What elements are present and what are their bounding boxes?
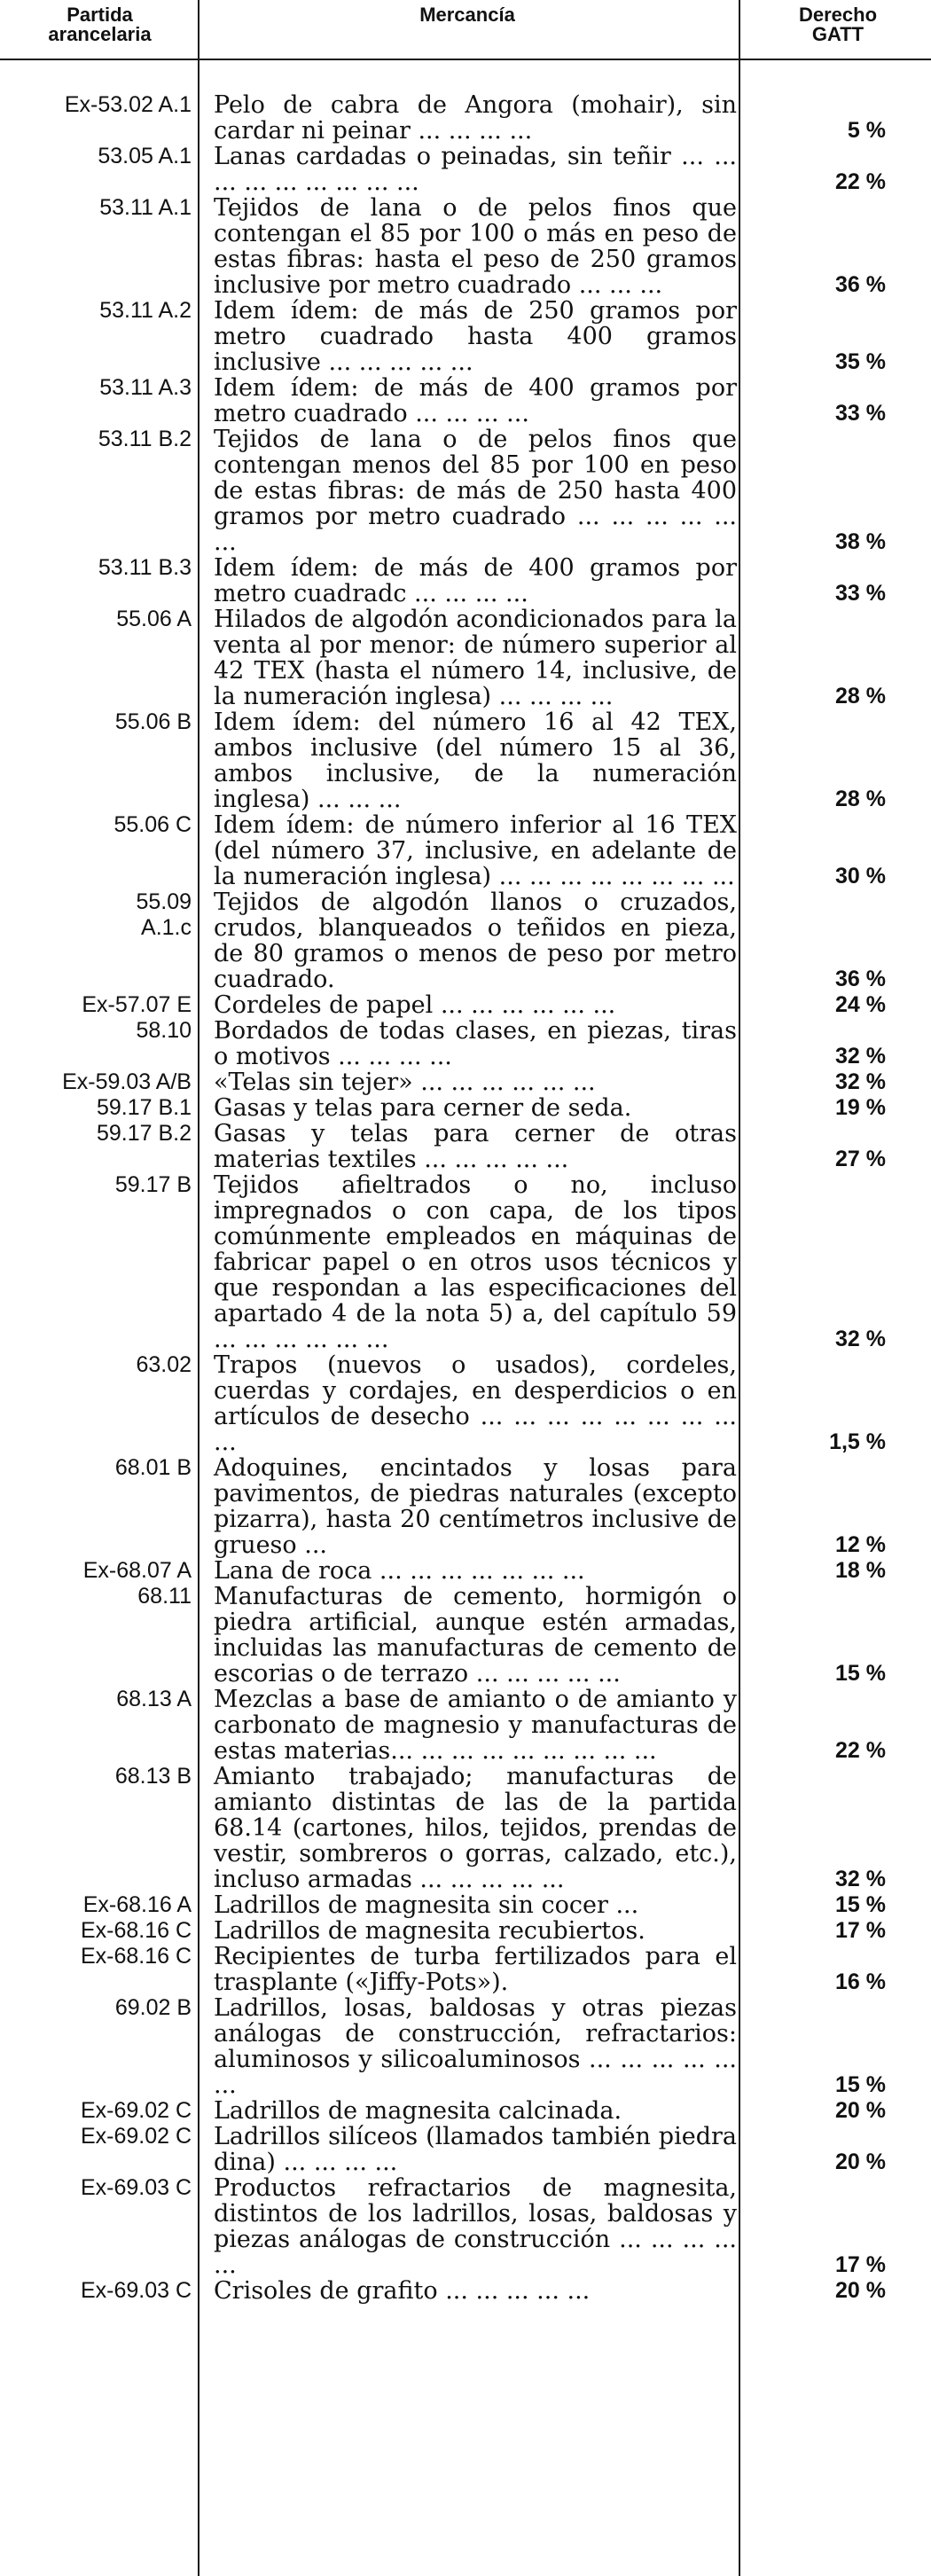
tariff-code: Ex-68.16 A bbox=[82, 1892, 192, 1917]
header-derecho bbox=[745, 5, 931, 44]
merchandise-description: Tejidos afieltrados o no, incluso impregnados o con capa, de los tipos comúnmente empleados en máquinas de fabricar papel o en otros usos técnicos y que respondan a las especificaciones del apartado 4 de la nota 5) a, del capítulo 59 ... ... ... ... ... ... bbox=[214, 1171, 737, 1353]
gatt-duty: 30 % bbox=[835, 864, 886, 889]
tariff-code: Ex-53.02 A.1 bbox=[64, 92, 192, 117]
merchandise-description: Tejidos de lana o de pelos finos que contengan el 85 por 100 o más en peso de estas fibras: hasta el peso de 250 gramos inclusive por metro cuadrado ... ... ... bbox=[214, 194, 737, 299]
merchandise-description: Crisoles de grafito ... ... ... ... ... bbox=[214, 2277, 591, 2305]
gatt-duty: 27 % bbox=[835, 1147, 886, 1171]
table-row bbox=[0, 1018, 931, 1069]
tariff-code: 68.01 B bbox=[114, 1455, 192, 1480]
merchandise-description: Ladrillos de magnesita recubiertos. bbox=[214, 1917, 645, 1945]
gatt-duty: 16 % bbox=[835, 1969, 886, 1994]
table-row bbox=[0, 1584, 931, 1687]
tariff-code: 63.02 bbox=[136, 1352, 192, 1377]
gatt-duty: 20 % bbox=[835, 2278, 886, 2303]
merchandise-description: Trapos (nuevos o usados), cordeles, cuerdas y cordajes, en desperdicios o en artículos de desecho ... ... ... ... ... ... ... ... ... bbox=[214, 1351, 737, 1456]
tariff-code: 59.17 B bbox=[114, 1172, 192, 1197]
tariff-code: 53.05 A.1 bbox=[98, 144, 192, 168]
merchandise-description: Bordados de todas clases, en piezas, tiras o motivos ... ... ... ... bbox=[214, 1017, 737, 1070]
table-row bbox=[0, 427, 931, 555]
gatt-duty: 19 % bbox=[835, 1095, 886, 1120]
table-row bbox=[0, 1455, 931, 1558]
table-row bbox=[0, 1944, 931, 1995]
gatt-duty: 15 % bbox=[835, 2072, 886, 2097]
tariff-code: 53.11 B.2 bbox=[98, 427, 192, 451]
table-row bbox=[0, 1069, 931, 1095]
tariff-code: 68.13 B bbox=[114, 1764, 192, 1789]
table-row bbox=[0, 1121, 931, 1172]
header-partida-line1: Partida bbox=[66, 4, 133, 26]
table-row bbox=[0, 607, 931, 709]
gatt-duty: 36 % bbox=[835, 272, 886, 297]
tariff-code: 53.11 B.3 bbox=[98, 555, 192, 580]
merchandise-description: Idem ídem: de más de 400 gramos por metro cuadrado ... ... ... ... bbox=[214, 374, 737, 427]
merchandise-description: Lana de roca ... ... ... ... ... ... ... bbox=[214, 1557, 585, 1585]
gatt-duty: 15 % bbox=[835, 1661, 886, 1686]
table-row bbox=[0, 1558, 931, 1584]
gatt-duty: 32 % bbox=[835, 1867, 886, 1891]
gatt-duty: 24 % bbox=[835, 992, 886, 1017]
tariff-code: 59.17 B.1 bbox=[96, 1095, 192, 1120]
gatt-duty: 15 % bbox=[835, 1892, 886, 1917]
tariff-code: Ex-68.07 A bbox=[82, 1558, 192, 1583]
merchandise-description: «Telas sin tejer» ... ... ... ... ... ... bbox=[214, 1069, 596, 1096]
merchandise-description: Idem ídem: del número 16 al 42 TEX, ambos inclusive (del número 15 al 36, ambos inclusive, de la numeración inglesa) ... ... ... bbox=[214, 709, 737, 813]
table-row bbox=[0, 2175, 931, 2278]
table-row bbox=[0, 92, 931, 144]
table-row bbox=[0, 2124, 931, 2175]
tariff-table bbox=[0, 92, 931, 2304]
tariff-code: 55.06 A bbox=[116, 607, 192, 631]
tariff-code: Ex-68.16 C bbox=[80, 1944, 192, 1969]
table-row bbox=[0, 992, 931, 1018]
merchandise-description: Ladrillos de magnesita calcinada. bbox=[214, 2097, 622, 2125]
merchandise-description: Idem ídem: de número inferior al 16 TEX (del número 37, inclusive, en adelante de la numeración inglesa) ... ... ... ... ... ... ... ... bbox=[214, 811, 737, 890]
header-mercancia bbox=[206, 5, 729, 25]
table-row bbox=[0, 1095, 931, 1121]
table-row bbox=[0, 1764, 931, 1892]
merchandise-description: Recipientes de turba fertilizados para el trasplante («Jiffy-Pots»). bbox=[214, 1943, 737, 1996]
merchandise-description: Ladrillos silíceos (llamados también piedra dina) ... ... ... ... bbox=[214, 2123, 737, 2176]
tariff-code: 53.11 A.3 bbox=[99, 375, 192, 400]
tariff-code: 55.06 C bbox=[113, 812, 192, 837]
merchandise-description: Mezclas a base de amianto o de amianto y carbonato de magnesio y manufacturas de estas materias... ... ... ... ... ... ... ... ... bbox=[214, 1686, 737, 1765]
gatt-duty: 17 % bbox=[835, 2252, 886, 2277]
tariff-code: 53.11 A.2 bbox=[99, 298, 192, 323]
merchandise-description: Manufacturas de cemento, hormigón o piedra artificial, aunque estén armadas, incluidas las manufacturas de cemento de escorias o de terrazo ... ... ... ... ... bbox=[214, 1583, 737, 1687]
tariff-code: 59.17 B.2 bbox=[96, 1121, 192, 1146]
gatt-duty: 18 % bbox=[835, 1558, 886, 1583]
gatt-duty: 1,5 % bbox=[829, 1429, 886, 1454]
merchandise-description: Pelo de cabra de Angora (mohair), sin cardar ni peinar ... ... ... ... bbox=[214, 91, 737, 145]
gatt-duty: 20 % bbox=[835, 2098, 886, 2123]
tariff-code: 58.10 bbox=[136, 1018, 192, 1043]
table-row bbox=[0, 1172, 931, 1352]
header-rule bbox=[0, 59, 931, 60]
table-row bbox=[0, 709, 931, 812]
tariff-code: Ex-69.02 C bbox=[80, 2124, 192, 2149]
tariff-code: Ex-69.02 C bbox=[80, 2098, 192, 2123]
table-row bbox=[0, 195, 931, 298]
gatt-duty: 32 % bbox=[835, 1044, 886, 1069]
merchandise-description: Cordeles de papel ... ... ... ... ... ... bbox=[214, 991, 616, 1019]
gatt-duty: 33 % bbox=[835, 401, 886, 426]
tariff-code: Ex-59.03 A/B bbox=[62, 1069, 192, 1094]
table-row bbox=[0, 2278, 931, 2304]
tariff-code: 68.13 A bbox=[116, 1687, 192, 1711]
table-row bbox=[0, 889, 931, 992]
tariff-code: Ex-69.03 C bbox=[80, 2175, 192, 2200]
tariff-code: 69.02 B bbox=[114, 1995, 192, 2020]
gatt-duty: 35 % bbox=[835, 349, 886, 374]
table-row bbox=[0, 1892, 931, 1918]
gatt-duty: 12 % bbox=[835, 1532, 886, 1557]
tariff-code: Ex-69.03 C bbox=[80, 2278, 192, 2303]
gatt-duty: 5 % bbox=[847, 118, 886, 143]
header-partida-line2: arancelaria bbox=[48, 23, 152, 45]
table-row bbox=[0, 812, 931, 889]
tariff-code: 55.06 B bbox=[114, 709, 192, 734]
tariff-code: Ex-68.16 C bbox=[80, 1918, 192, 1943]
header-derecho-line2: GATT bbox=[811, 23, 864, 45]
gatt-duty: 33 % bbox=[835, 581, 886, 606]
gatt-duty: 28 % bbox=[835, 787, 886, 811]
tariff-code: Ex-57.07 E bbox=[82, 992, 192, 1017]
tariff-code: 53.11 A.1 bbox=[99, 195, 192, 220]
merchandise-description: Ladrillos de magnesita sin cocer ... bbox=[214, 1891, 639, 1919]
table-row bbox=[0, 555, 931, 607]
merchandise-description: Adoquines, encintados y losas para pavimentos, de piedras naturales (excepto pizarra), hasta 20 centímetros inclusive de grueso ... bbox=[214, 1454, 737, 1559]
gatt-duty: 32 % bbox=[835, 1327, 886, 1351]
tariff-code: 68.11 bbox=[137, 1584, 192, 1609]
table-row bbox=[0, 298, 931, 375]
gatt-duty: 17 % bbox=[835, 1918, 886, 1943]
gatt-duty: 22 % bbox=[835, 169, 886, 194]
header-partida bbox=[0, 5, 200, 44]
table-row bbox=[0, 1687, 931, 1764]
table-row bbox=[0, 2098, 931, 2124]
merchandise-description: Hilados de algodón acondicionados para la venta al por menor: de número superior al 42 TEX (hasta el número 14, inclusive, de la numeración inglesa) ... ... ... ... bbox=[214, 606, 737, 710]
merchandise-description: Idem ídem: de más de 250 gramos por metro cuadrado hasta 400 gramos inclusive ... ... ... ... ... bbox=[214, 297, 737, 376]
merchandise-description: Tejidos de lana o de pelos finos que contengan menos del 85 por 100 en peso de estas fibras: de más de 250 hasta 400 gramos por metro cuadrado ... ... ... ... ... ... bbox=[214, 426, 737, 556]
table-row bbox=[0, 1995, 931, 2098]
merchandise-description: Gasas y telas para cerner de otras materias textiles ... ... ... ... ... bbox=[214, 1120, 737, 1173]
gatt-duty: 36 % bbox=[835, 967, 886, 991]
merchandise-description: Productos refractarios de magnesita, distintos de los ladrillos, losas, baldosas y piezas análogas de construcción ... ... ... ... ... bbox=[214, 2174, 737, 2279]
header-derecho-line1: Derecho bbox=[798, 4, 878, 26]
header-mercancia-label: Mercancía bbox=[419, 4, 515, 26]
gatt-duty: 22 % bbox=[835, 1738, 886, 1763]
merchandise-description: Gasas y telas para cerner de seda. bbox=[214, 1094, 632, 1122]
tariff-code: 55.09 A.1.c bbox=[136, 889, 192, 940]
gatt-duty: 20 % bbox=[835, 2149, 886, 2174]
merchandise-description: Lanas cardadas o peinadas, sin teñir ... ... ... ... ... ... ... ... ... bbox=[214, 143, 737, 196]
merchandise-description: Ladrillos, losas, baldosas y otras piezas análogas de construcción, refractarios: aluminosos y silicoaluminosos ... ... ... ... ... ... bbox=[214, 1994, 737, 2099]
table-row bbox=[0, 375, 931, 427]
table-row bbox=[0, 144, 931, 195]
table-row bbox=[0, 1918, 931, 1944]
merchandise-description: Tejidos de algodón llanos o cruzados, crudos, blanqueados o teñidos en pieza, de 80 gramos o menos de peso por metro cuadrado. bbox=[214, 889, 737, 993]
gatt-duty: 38 % bbox=[835, 529, 886, 554]
merchandise-description: Idem ídem: de más de 400 gramos por metro cuadradc ... ... ... ... bbox=[214, 554, 737, 607]
gatt-duty: 28 % bbox=[835, 684, 886, 709]
table-row bbox=[0, 1352, 931, 1455]
merchandise-description: Amianto trabajado; manufacturas de amianto distintas de las de la partida 68.14 (cartones, hilos, tejidos, prendas de vestir, sombreros o gorras, calzado, etc.), incluso armadas ... ... ... ... ... bbox=[214, 1763, 737, 1893]
gatt-duty: 32 % bbox=[835, 1069, 886, 1094]
